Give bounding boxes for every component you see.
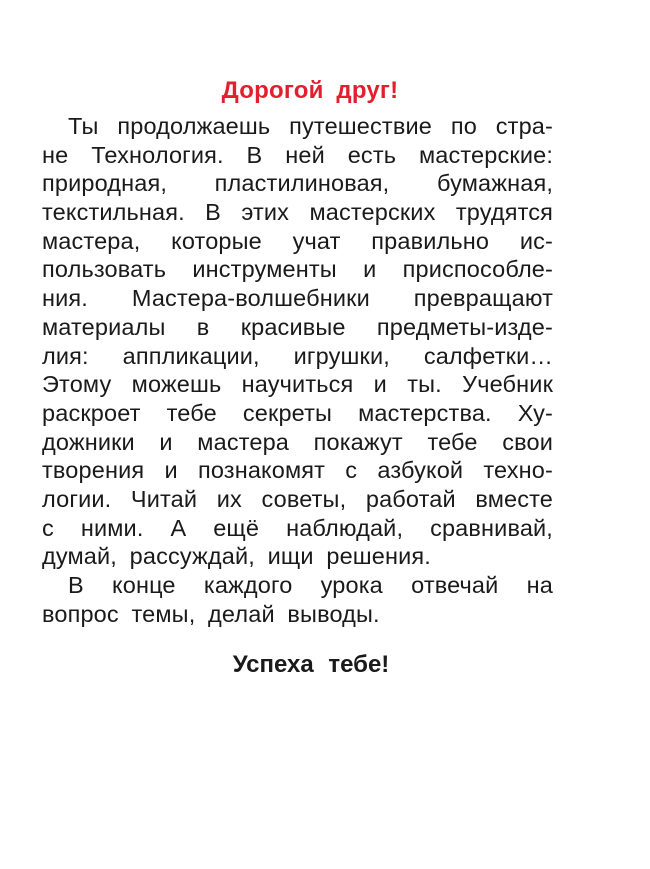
text-line: Этому можешь научиться и ты. Учебник: [42, 371, 553, 398]
text-line: с ними. А ещё наблюдай, сравнивай,: [42, 514, 553, 541]
text-line: не Технология. В ней есть мастерские:: [42, 141, 553, 168]
text-line: раскроет тебе секреты мастерства. Ху-: [42, 399, 553, 426]
closing-wish: Успеха тебе!: [232, 651, 390, 678]
text-line: творения и познакомят с азбукой техно-: [42, 457, 553, 484]
text-line: вопрос темы, делай выводы.: [42, 600, 380, 627]
text-line: ния. Мастера-волшебники превращают: [42, 285, 553, 312]
text-line: логии. Читай их советы, работай вместе: [42, 485, 553, 512]
text-line: текстильная. В этих мастерских трудятся: [42, 199, 553, 226]
paragraph-2: [42, 571, 553, 628]
text-line: думай, рассуждай, ищи решения.: [42, 543, 431, 570]
text-line: мастера, которые учат правильно ис-: [42, 227, 553, 254]
paragraph-1: [42, 112, 553, 571]
text-line: В конце каждого урока отвечай на: [68, 572, 553, 598]
text-line: дожники и мастера покажут тебе свои: [42, 428, 553, 455]
text-line: пользовать инструменты и приспособле-: [42, 256, 553, 283]
text-line: лия: аппликации, игрушки, салфетки…: [42, 342, 553, 369]
text-line: природная, пластилиновая, бумажная,: [42, 170, 553, 197]
letter-body: [42, 112, 553, 628]
text-line: материалы в красивые предметы-изде-: [42, 313, 553, 340]
greeting-title: Дорогой друг!: [221, 77, 399, 104]
text-line: Ты продолжаешь путешествие по стра-: [68, 113, 553, 139]
